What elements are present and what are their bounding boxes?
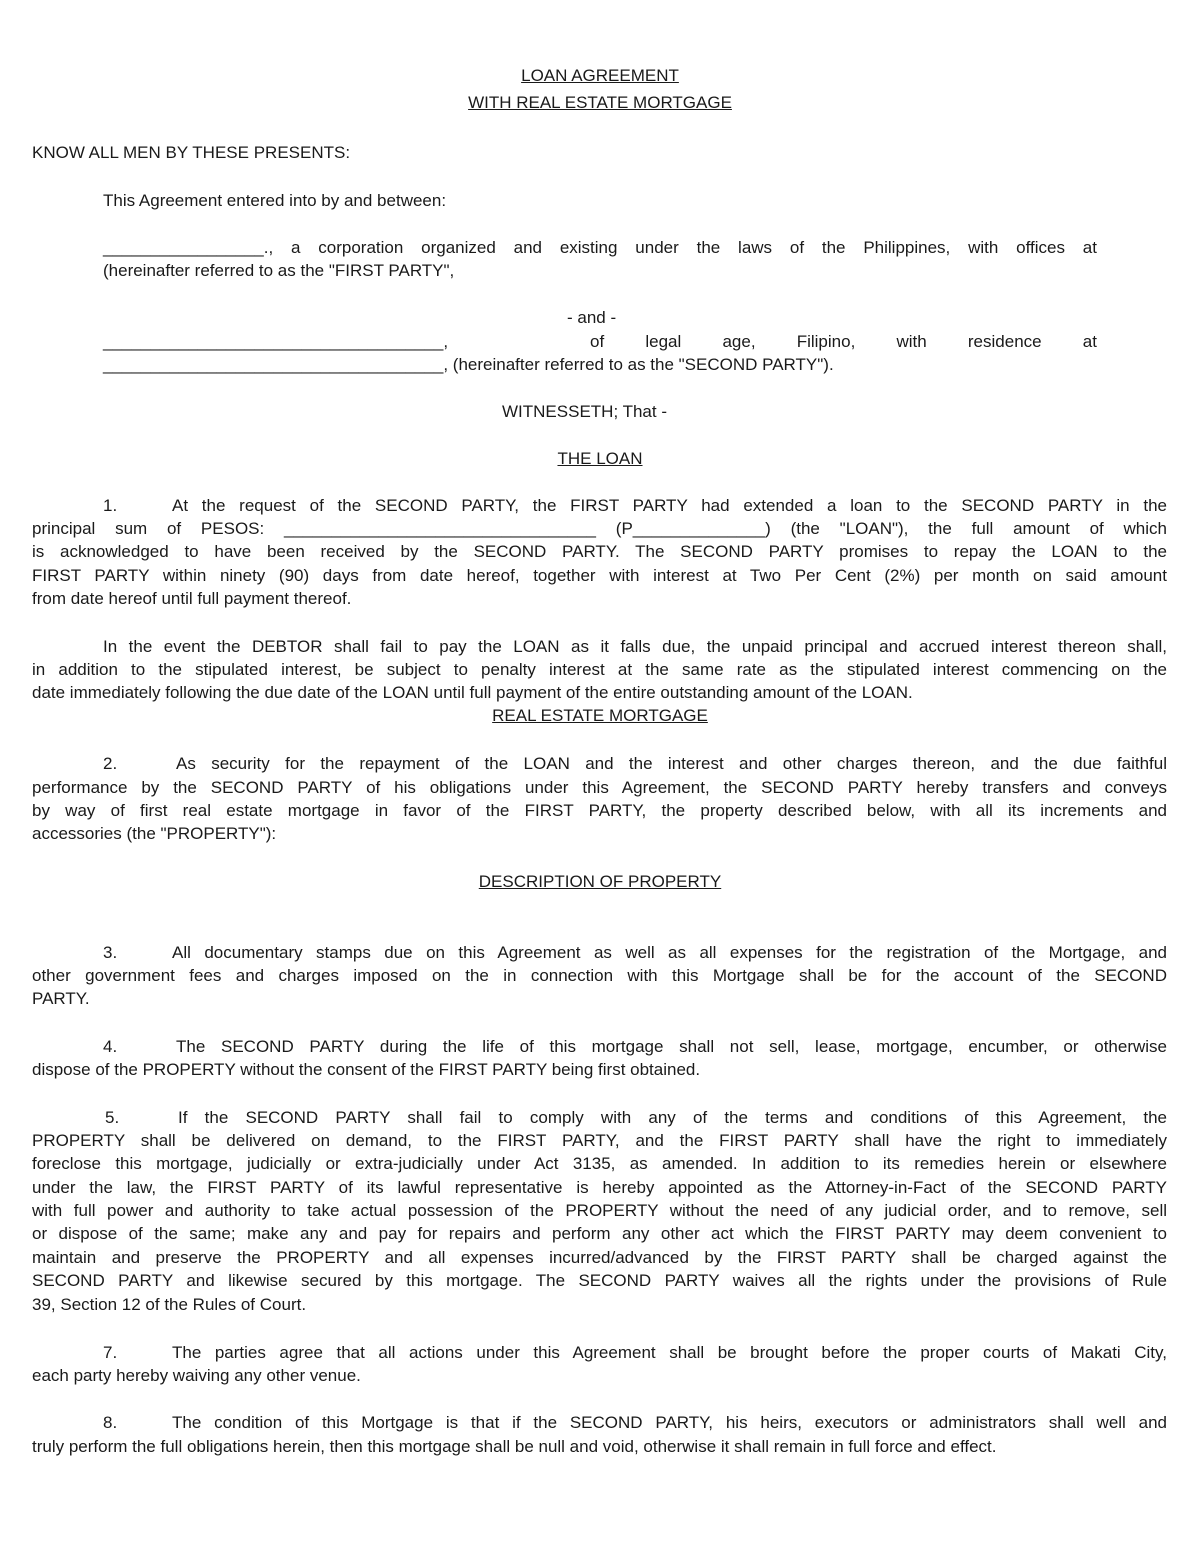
heading-real-estate-mortgage: REAL ESTATE MORTGAGE [492, 706, 708, 725]
word: residence [967, 332, 1042, 351]
word: of [590, 332, 605, 351]
witnesseth: WITNESSETH; That - [502, 402, 667, 421]
word: Filipino, [796, 332, 856, 351]
paragraph-1b-line: in addition to the stipulated interest, be subject to penalty interest at the same rate as the stipulated interest commencing on the [32, 660, 1167, 679]
paragraph-5-line: with full power and authority to take actual possession of the PROPERTY without the need of any judicial order, and to remove, sell [32, 1201, 1167, 1220]
paragraph-5-line: SECOND PARTY and likewise secured by this mortgage. The SECOND PARTY waives all the rights under the provisions of Rule [32, 1271, 1167, 1290]
word: with [896, 332, 927, 351]
paragraph-1-line: principal sum of PESOS: _________________________________ (P______________) (the "LOAN"), the full amount of which [32, 519, 1167, 538]
paragraph-1b-line: In the event the DEBTOR shall fail to pay the LOAN as it falls due, the unpaid principal and accrued interest thereon shall, [103, 637, 1167, 656]
and-separator: - and - [567, 308, 617, 327]
paragraph-8-line: truly perform the full obligations herein, then this mortgage shall be null and void, otherwise it shall remain in full force and effect. [32, 1437, 997, 1456]
paragraph-1b-line: date immediately following the due date of the LOAN until full payment of the entire outstanding amount of the LOAN. [32, 683, 913, 702]
paragraph-2-line: performance by the SECOND PARTY of his obligations under this Agreement, the SECOND PARTY hereby transfers and conveys [32, 778, 1167, 797]
second-party-line-2: ____________________________________, (hereinafter referred to as the "SECOND PARTY"). [103, 355, 834, 374]
paragraph-2-number: 2. [103, 754, 118, 773]
know-all-men: KNOW ALL MEN BY THESE PRESENTS: [32, 143, 351, 162]
paragraph-5-line: maintain and preserve the PROPERTY and all expenses incurred/advanced by the FIRST PARTY shall be charged against the [32, 1248, 1167, 1267]
second-party-blank: ____________________________________, [103, 332, 449, 351]
paragraph-7-line: The parties agree that all actions under this Agreement shall be brought before the proper courts of Makati City, [172, 1343, 1167, 1362]
paragraph-1-number: 1. [103, 496, 118, 515]
word: age, [722, 332, 756, 351]
paragraph-1-line: FIRST PARTY within ninety (90) days from date hereof, together with interest at Two Per Cent (2%) per month on said amount [32, 566, 1167, 585]
paragraph-3-line: All documentary stamps due on this Agreement as well as all expenses for the registration of the Mortgage, and [172, 943, 1167, 962]
paragraph-4-number: 4. [103, 1037, 118, 1056]
paragraph-5-line: under the law, the FIRST PARTY of its lawful representative is hereby appointed as the Attorney-in-Fact of the SECOND PARTY [32, 1178, 1167, 1197]
paragraph-1-line: is acknowledged to have been received by the SECOND PARTY. The SECOND PARTY promises to repay the LOAN to the [32, 542, 1167, 561]
agreement-entered: This Agreement entered into by and between: [103, 191, 447, 210]
document-subtitle: WITH REAL ESTATE MORTGAGE [468, 93, 732, 112]
paragraph-8-line: The condition of this Mortgage is that if the SECOND PARTY, his heirs, executors or administrators shall well and [172, 1413, 1167, 1432]
paragraph-5-number: 5. [105, 1108, 120, 1127]
paragraph-2-line: As security for the repayment of the LOAN and the interest and other charges thereon, and the due faithful [176, 754, 1167, 773]
first-party-line-2: (hereinafter referred to as the "FIRST PARTY", [103, 261, 455, 280]
paragraph-5-line: PROPERTY shall be delivered on demand, to the FIRST PARTY, and the FIRST PARTY shall have the right to immediately [32, 1131, 1167, 1150]
first-party-line-1: _________________., a corporation organized and existing under the laws of the Philippines, with offices at [103, 238, 1097, 257]
heading-description-of-property: DESCRIPTION OF PROPERTY [478, 872, 722, 891]
paragraph-5-line: If the SECOND PARTY shall fail to comply with any of the terms and conditions of this Agreement, the [178, 1108, 1167, 1127]
paragraph-5-line: 39, Section 12 of the Rules of Court. [32, 1295, 307, 1314]
paragraph-8-number: 8. [103, 1413, 118, 1432]
heading-the-loan: THE LOAN [557, 449, 643, 468]
paragraph-2-line: by way of first real estate mortgage in favor of the FIRST PARTY, the property described below, with all its increments and [32, 801, 1167, 820]
paragraph-4-line: The SECOND PARTY during the life of this mortgage shall not sell, lease, mortgage, encumber, or otherwise [176, 1037, 1167, 1056]
paragraph-1-line: At the request of the SECOND PARTY, the FIRST PARTY had extended a loan to the SECOND PARTY in the [172, 496, 1167, 515]
paragraph-4-line: dispose of the PROPERTY without the consent of the FIRST PARTY being first obtained. [32, 1060, 701, 1079]
second-party-legal-age [590, 330, 1097, 353]
paragraph-2-line: accessories (the "PROPERTY"): [32, 824, 277, 843]
paragraph-3-line: other government fees and charges imposed on the in connection with this Mortgage shall be for the account of the SECOND [32, 966, 1167, 985]
paragraph-3-line: PARTY. [32, 989, 90, 1008]
word: at [1082, 332, 1097, 351]
paragraph-3-number: 3. [103, 943, 118, 962]
paragraph-7-number: 7. [103, 1343, 118, 1362]
paragraph-1-line: from date hereof until full payment thereof. [32, 589, 352, 608]
paragraph-5-line: foreclose this mortgage, judicially or extra-judicially under Act 3135, as amended. In addition to its remedies herein or elsewhere [32, 1154, 1167, 1173]
word: legal [645, 332, 682, 351]
paragraph-7-line: each party hereby waiving any other venue. [32, 1366, 361, 1385]
paragraph-5-line: or dispose of the same; make any and pay for repairs and perform any other act which the FIRST PARTY may deem convenient to [32, 1224, 1167, 1243]
document-title: LOAN AGREEMENT [521, 66, 679, 85]
